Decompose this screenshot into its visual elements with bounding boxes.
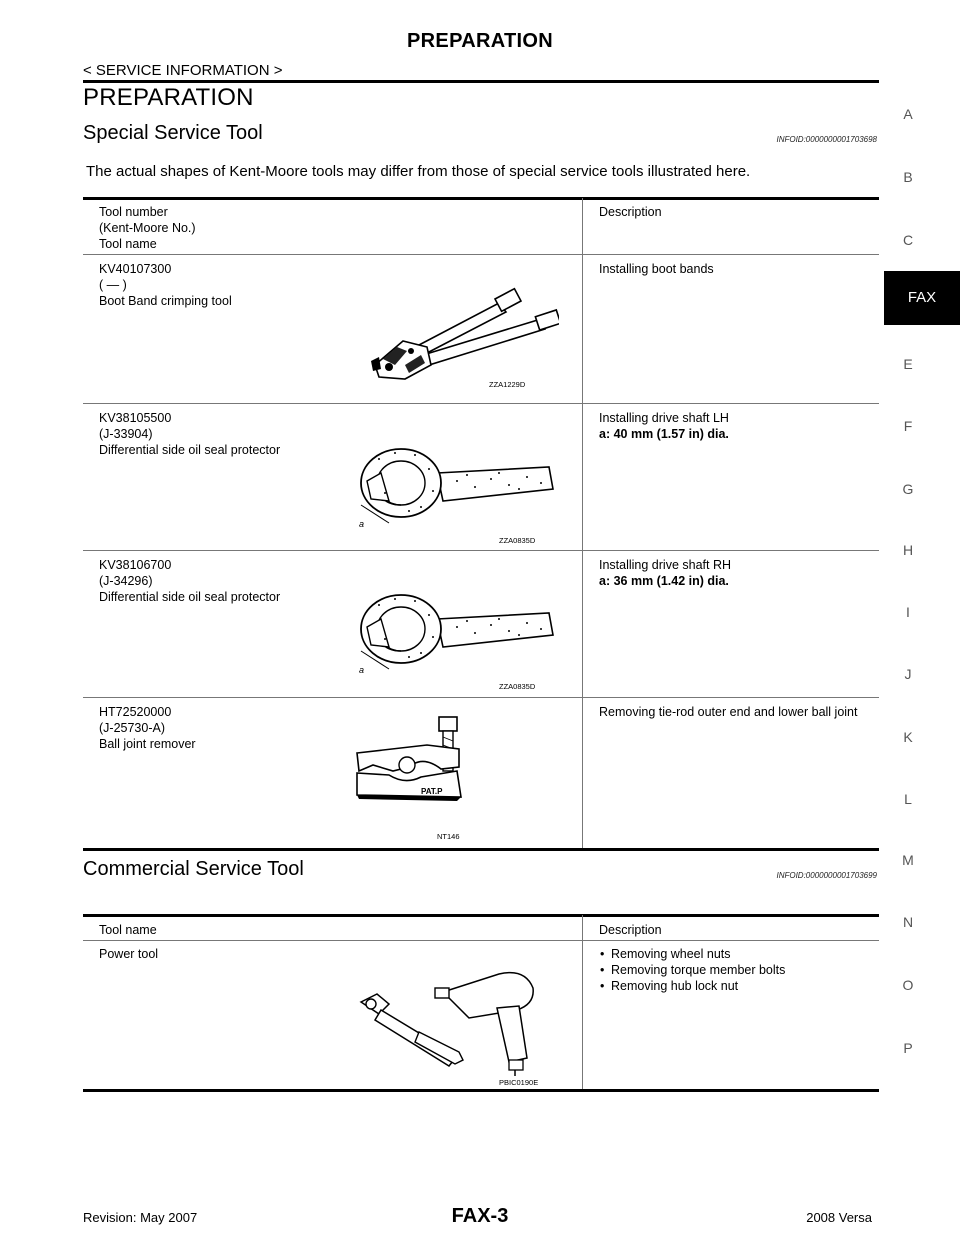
side-index-n[interactable]: N [902, 914, 914, 930]
commercial-service-tool-heading: Commercial Service Tool [83, 858, 304, 880]
side-index-e[interactable]: E [903, 356, 913, 372]
side-index-j[interactable]: J [904, 666, 912, 682]
kent-moore-number: ( — ) [99, 278, 127, 292]
page-header-title: PREPARATION [407, 30, 553, 52]
side-index-b[interactable]: B [903, 169, 913, 185]
side-index-o[interactable]: O [902, 977, 914, 993]
figure-code: ZZA1229D [489, 380, 526, 389]
description: Installing drive shaft RH [599, 558, 732, 572]
figure-code: PBIC0190E [499, 1078, 539, 1087]
table-bottom-rule [83, 1089, 879, 1092]
intro-text: The actual shapes of Kent-Moore tools may differ from those of special service tools illustrated here. [86, 163, 751, 180]
section-title: PREPARATION [83, 84, 254, 111]
special-service-tool-heading: Special Service Tool [83, 122, 263, 144]
tool-name: Differential side oil seal protector [99, 443, 281, 457]
header-rule [83, 80, 879, 83]
tool-number: KV38106700 [99, 558, 172, 572]
kent-moore-number: (J-25730-A) [99, 721, 165, 735]
side-index-a[interactable]: A [903, 106, 913, 122]
side-index-g[interactable]: G [902, 481, 914, 497]
list-item: • Removing wheel nuts [599, 946, 869, 962]
commercial-tool-table [83, 914, 879, 1092]
side-index-m[interactable]: M [902, 852, 914, 868]
figure-code: NT146 [437, 832, 460, 841]
tool-cell [99, 410, 280, 458]
diameter-spec: a: 36 mm (1.42 in) dia. [599, 574, 729, 588]
column-header-description: Description [599, 205, 662, 219]
side-index-fax-active[interactable]: FAX [884, 271, 960, 325]
tool-number: KV38105500 [99, 411, 172, 425]
special-tool-infoid: INFOID:0000000001703698 [776, 135, 877, 144]
tool-name: Power tool [99, 947, 159, 961]
column-header-tool-name: Tool name [99, 923, 157, 937]
side-index-p[interactable]: P [903, 1040, 913, 1056]
side-index-h[interactable]: H [902, 542, 914, 558]
kent-moore-number: (J-33904) [99, 427, 153, 441]
footer-model: 2008 Versa [806, 1210, 872, 1225]
side-index-f[interactable]: F [903, 418, 913, 434]
tool-number: HT72520000 [99, 705, 172, 719]
description: Installing boot bands [599, 262, 714, 276]
svg-text:a: a [359, 519, 365, 529]
description-cell [599, 946, 869, 994]
commercial-tool-infoid: INFOID:0000000001703699 [776, 871, 877, 880]
footer-revision: Revision: May 2007 [83, 1210, 198, 1225]
table-row [83, 254, 879, 255]
list-item: • Removing hub lock nut [599, 978, 869, 994]
table-top-rule [83, 914, 879, 917]
tool-name: Boot Band crimping tool [99, 294, 232, 308]
side-index-l[interactable]: L [904, 791, 912, 807]
column-header-tool-number: Tool number [99, 205, 168, 219]
diameter-spec: a: 40 mm (1.57 in) dia. [599, 427, 729, 441]
service-information-label: < SERVICE INFORMATION > [83, 62, 283, 79]
footer-page-number: FAX-3 [451, 1205, 509, 1227]
tool-name: Ball joint remover [99, 737, 196, 751]
column-divider [582, 915, 583, 1090]
side-index-k[interactable]: K [903, 729, 913, 745]
tool-number: KV40107300 [99, 262, 172, 276]
description-list [599, 946, 869, 994]
svg-text:a: a [359, 665, 365, 675]
side-index-c[interactable]: C [902, 232, 914, 248]
list-item: • Removing torque member bolts [599, 962, 869, 978]
tool-cell [99, 557, 280, 605]
ball-joint-remover-figure [349, 715, 559, 845]
kent-moore-number: (J-34296) [99, 574, 153, 588]
description: Installing drive shaft LH [599, 411, 729, 425]
table-bottom-rule [83, 848, 879, 851]
description: Removing tie-rod outer end and lower ball joint [599, 705, 858, 719]
power-tool-figure [349, 964, 569, 1088]
oil-seal-protector-figure [349, 435, 559, 545]
pat-p-label: PAT.P [421, 787, 443, 796]
description-cell [599, 704, 869, 720]
tool-cell [99, 261, 232, 309]
description-cell [599, 557, 869, 589]
description-cell [599, 261, 869, 277]
boot-band-crimping-tool-figure [349, 285, 559, 389]
table-row [83, 940, 879, 941]
column-header-description: Description [599, 923, 662, 937]
tool-name: Differential side oil seal protector [99, 590, 281, 604]
table-row [83, 403, 879, 404]
table-top-rule [83, 197, 879, 200]
column-header-kent-moore: (Kent-Moore No.) [99, 221, 196, 235]
column-header-tool-name: Tool name [99, 237, 157, 251]
side-index-i[interactable]: I [906, 604, 910, 620]
figure-code: ZZA0835D [499, 682, 536, 691]
tool-cell [99, 704, 196, 752]
oil-seal-protector-figure [349, 581, 559, 691]
column-header-tool [99, 204, 196, 252]
column-divider [582, 198, 583, 851]
figure-code: ZZA0835D [499, 536, 536, 545]
table-row [83, 697, 879, 698]
table-row [83, 550, 879, 551]
description-cell [599, 410, 869, 442]
special-tool-table [83, 197, 879, 851]
